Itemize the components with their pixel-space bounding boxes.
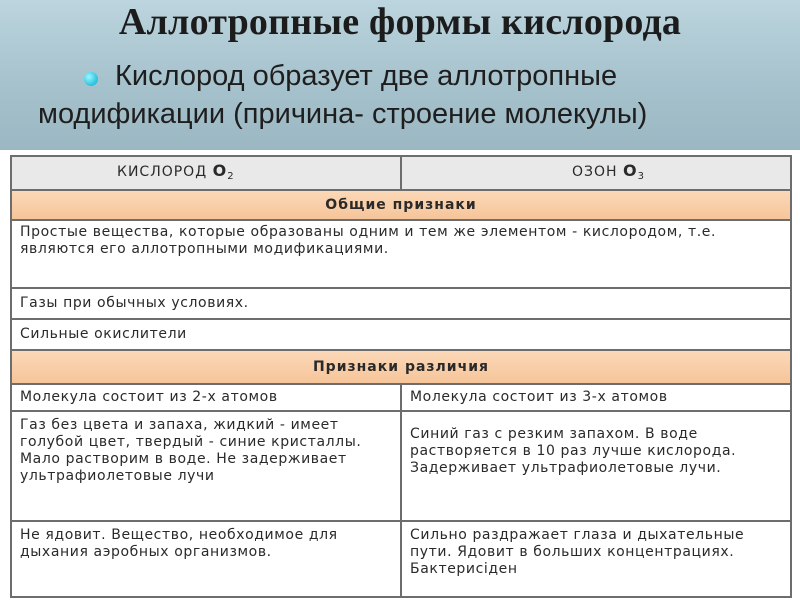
- diff-ozone-1: Молекула состоит из 3-х атомов: [401, 384, 791, 411]
- diff-oxygen-2: Газ без цвета и запаха, жидкий - имеет голубой цвет, твердый - синие кристаллы. Мало растворим в воде. Не задерживает ультрафиолетовые лучи: [11, 411, 401, 521]
- table-row: [11, 521, 791, 597]
- section-diff-row: [11, 350, 791, 384]
- bullet-text-line2: модификации (причина- строение молекулы): [38, 98, 648, 130]
- bullet-icon: [84, 72, 98, 86]
- section-diff-header: Признаки различия: [11, 350, 791, 384]
- ozone-label: ОЗОН: [572, 163, 618, 180]
- table-header-row: [11, 156, 791, 190]
- common-feature-3: Сильные окислители: [11, 319, 791, 350]
- table-row: [11, 411, 791, 521]
- ozone-formula: O: [623, 160, 638, 180]
- oxygen-label: КИСЛОРОД: [117, 163, 208, 180]
- bullet-text-line1: Кислород образует две аллотропные: [115, 60, 618, 92]
- slide-header: [0, 0, 800, 150]
- oxygen-formula: O: [212, 160, 228, 180]
- comparison-table: [10, 155, 792, 598]
- column-header-ozone: [401, 156, 791, 190]
- table-row: [11, 288, 791, 319]
- slide-title: Аллотропные формы кислорода: [118, 1, 682, 43]
- column-header-oxygen: [11, 156, 401, 190]
- diff-ozone-3: Сильно раздражает глаза и дыхательные пути. Ядовит в больших концентрациях. Бактериciден: [401, 521, 791, 597]
- common-feature-1: Простые вещества, которые образованы одним и тем же элементом - кислородом, т.е. являются его аллотропными модификациями.: [11, 220, 791, 288]
- section-common-header: Общие признаки: [11, 190, 791, 220]
- ozone-formula-sub: 3: [637, 170, 645, 182]
- diff-ozone-2: Синий газ с резким запахом. В воде растворяется в 10 раз лучше кислорода. Задерживает ультрафиолетовые лучи.: [401, 411, 791, 521]
- table-row: [11, 384, 791, 411]
- diff-oxygen-1: Молекула состоит из 2-х атомов: [11, 384, 401, 411]
- section-common-row: [11, 190, 791, 220]
- common-feature-2: Газы при обычных условиях.: [11, 288, 791, 319]
- table-row: [11, 319, 791, 350]
- oxygen-formula-sub: 2: [227, 170, 235, 182]
- diff-oxygen-3: Не ядовит. Вещество, необходимое для дыхания аэробных организмов.: [11, 521, 401, 597]
- table-row: [11, 220, 791, 288]
